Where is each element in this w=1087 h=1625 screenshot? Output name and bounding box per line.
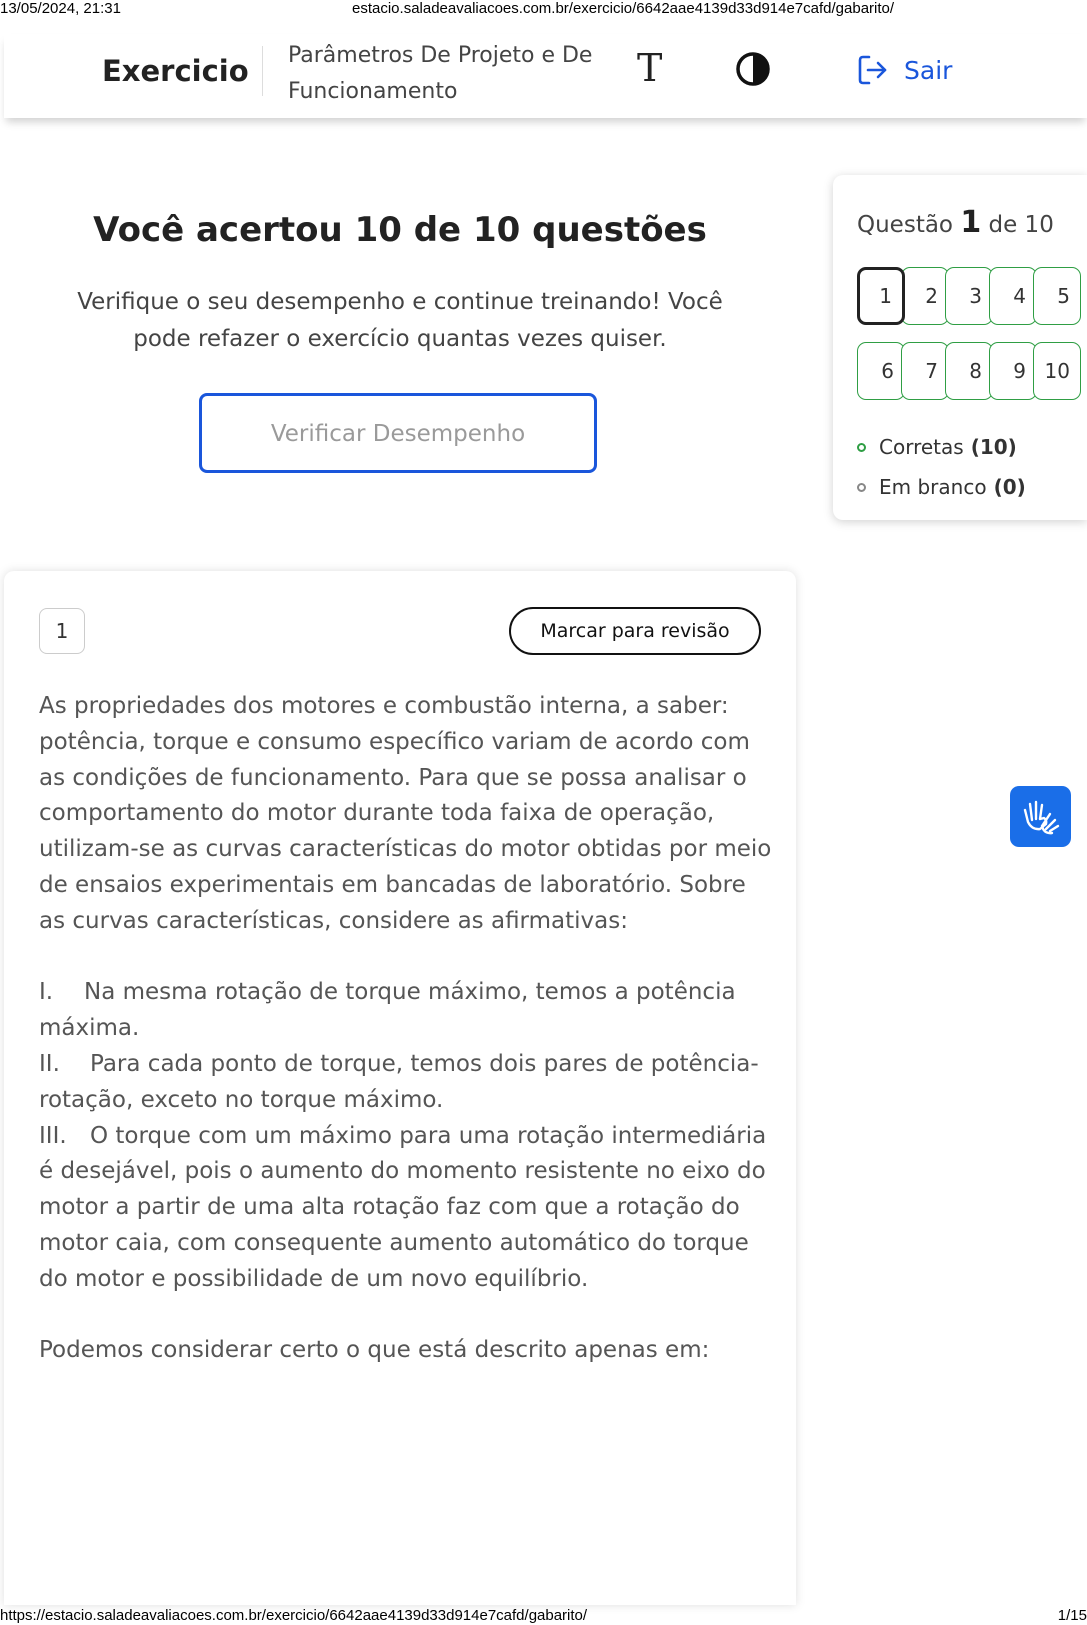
question-button-8[interactable]: 8 — [945, 342, 993, 400]
statement-3-text: O torque com um máximo para uma rotação intermediária é desejável, pois o aumento do momento resistente no eixo do motor a partir de uma alta rotação faz com que a rotação do motor caia, com consequente aumento automático do torque do motor e possibilidade de um novo equilíbrio. — [39, 1122, 767, 1292]
statement-2-roman: II. — [39, 1050, 60, 1077]
question-button-2[interactable]: 2 — [901, 267, 949, 325]
question-grid-row — [857, 267, 1087, 325]
navigator-title — [857, 205, 1054, 240]
print-page-number: 1/15 — [1057, 1607, 1087, 1624]
question-grid-row — [857, 342, 1087, 400]
result-title: Você acertou 10 de 10 questões — [93, 210, 707, 250]
statement-2 — [39, 1047, 774, 1119]
blank-dot-icon — [857, 483, 866, 492]
question-navigator — [833, 175, 1087, 520]
question-text — [39, 689, 774, 1369]
libras-hands-icon — [1020, 796, 1062, 838]
statement-3 — [39, 1119, 774, 1298]
navigator-title-suffix: de 10 — [988, 212, 1054, 238]
result-subtitle: Verifique o seu desempenho e continue treinando! Você pode refazer o exercício quantas vezes quiser. — [77, 289, 723, 352]
logout-button[interactable] — [856, 52, 952, 88]
print-datetime: 13/05/2024, 21:31 — [0, 0, 121, 17]
legend-blank — [857, 467, 1026, 507]
navigator-title-prefix: Questão — [857, 212, 953, 238]
legend-correct-count: (10) — [970, 435, 1017, 459]
question-grid — [857, 267, 1087, 417]
question-button-10[interactable]: 10 — [1033, 342, 1081, 400]
statement-2-text: Para cada ponto de torque, temos dois pares de potência-rotação, exceto no torque máximo. — [39, 1050, 759, 1113]
exercise-subject: Parâmetros De Projeto e De Funcionamento — [288, 43, 593, 104]
logout-label: Sair — [904, 55, 953, 85]
print-header — [0, 0, 1087, 18]
correct-dot-icon — [857, 443, 866, 452]
libras-accessibility-button[interactable] — [1010, 786, 1071, 847]
navigator-current-question: 1 — [960, 205, 982, 240]
statement-1-roman: I. — [39, 979, 54, 1006]
question-button-9[interactable]: 9 — [989, 342, 1037, 400]
print-footer — [0, 1605, 1087, 1625]
font-size-icon[interactable]: T — [637, 46, 663, 90]
question-intro: As propriedades dos motores e combustão interna, a saber: potência, torque e consumo específico variam de acordo com as condições de funcionamento. Para que se possa analisar o comportamento do motor durante toda faixa de operação, utilizam-se as curvas características do motor obtidas por meio de ensaios experimentais em bancadas de laboratório. Sobre as curvas características, considere as afirmativas: — [39, 693, 772, 934]
question-button-5[interactable]: 5 — [1033, 267, 1081, 325]
question-button-4[interactable]: 4 — [989, 267, 1037, 325]
question-button-1[interactable]: 1 — [857, 267, 905, 325]
legend-correct — [857, 427, 1026, 467]
mark-for-review-button[interactable]: Marcar para revisão — [509, 607, 761, 655]
legend-blank-label: Em branco — [879, 475, 987, 499]
logout-icon — [856, 53, 890, 87]
verify-performance-button[interactable]: Verificar Desempenho — [199, 393, 597, 473]
print-footer-url: https://estacio.saladeavaliacoes.com.br/exercicio/6642aae4139d33d914e7cafd/gabarito/ — [0, 1607, 588, 1624]
legend-blank-count: (0) — [993, 475, 1026, 499]
statement-3-roman: III. — [39, 1122, 67, 1149]
question-button-7[interactable]: 7 — [901, 342, 949, 400]
question-prompt: Podemos considerar certo o que está descrito apenas em: — [39, 1337, 710, 1364]
question-button-6[interactable]: 6 — [857, 342, 905, 400]
navigator-legend — [857, 427, 1026, 507]
header-divider — [262, 46, 263, 96]
question-card — [4, 571, 796, 1605]
print-url: estacio.saladeavaliacoes.com.br/exercicio/6642aae4139d33d914e7cafd/gabarito/ — [352, 0, 895, 17]
statement-1 — [39, 975, 774, 1047]
question-number-badge: 1 — [39, 608, 85, 654]
brand-title: Exercicio — [102, 54, 249, 88]
contrast-icon[interactable] — [735, 51, 771, 87]
statement-1-text: Na mesma rotação de torque máximo, temos a potência máxima. — [39, 979, 736, 1042]
legend-correct-label: Corretas — [879, 435, 964, 459]
question-button-3[interactable]: 3 — [945, 267, 993, 325]
app-header — [4, 34, 1087, 118]
